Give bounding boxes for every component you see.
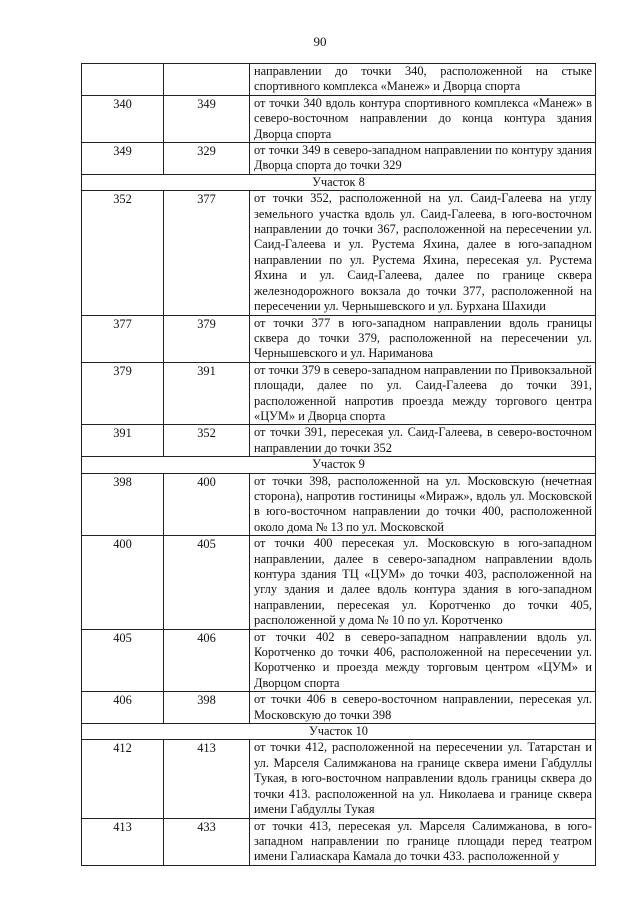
point-to-cell <box>164 64 250 96</box>
table-row <box>82 536 596 629</box>
table-row <box>82 64 596 96</box>
table-row <box>82 143 596 175</box>
section-header-row <box>82 457 596 473</box>
point-from-cell: 391 <box>82 425 164 457</box>
table-row <box>82 95 596 142</box>
point-from-cell: 405 <box>82 629 164 692</box>
table-row <box>82 740 596 818</box>
point-from-cell: 379 <box>82 362 164 425</box>
section-header-row <box>82 724 596 740</box>
description-cell: от точки 400 пересекая ул. Московскую в юго-западном направлении, далее в северо-западном направлении вдоль контура здания ТЦ «ЦУМ» до точки 403, расположенной на углу здания и далее вдоль контура здания в юго-западном направлении, пересекая ул. Коротченко до точки 405, расположенной у дома № 10 по ул. Коротченко <box>250 536 596 629</box>
point-from-cell: 406 <box>82 692 164 724</box>
description-cell: от точки 349 в северо-западном направлении по контуру здания Дворца спорта до точки 329 <box>250 143 596 175</box>
section-title: Участок 9 <box>82 457 596 473</box>
point-from-cell: 377 <box>82 315 164 362</box>
point-to-cell: 352 <box>164 425 250 457</box>
description-cell: направлении до точки 340, расположенной на стыке спортивного комплекса «Манеж» и Дворца спорта <box>250 64 596 96</box>
description-cell: от точки 412, расположенной на пересечении ул. Татарстан и ул. Марселя Салимжанова на границе сквера имени Габдуллы Тукая, в юго-восточном направлении вдоль границы сквера до точки 413. расположенной на ул. Николаева и границе сквера имени Габдуллы Тукая <box>250 740 596 818</box>
description-cell: от точки 402 в северо-западном направлении вдоль ул. Коротченко до точки 406, расположенной на пересечении ул. Коротченко и проезда между торговым центром «ЦУМ» и Дворцом спорта <box>250 629 596 692</box>
table-row <box>82 425 596 457</box>
point-from-cell: 349 <box>82 143 164 175</box>
point-from-cell <box>82 64 164 96</box>
point-from-cell: 340 <box>82 95 164 142</box>
point-to-cell: 391 <box>164 362 250 425</box>
table-row <box>82 818 596 865</box>
point-to-cell: 329 <box>164 143 250 175</box>
point-to-cell: 400 <box>164 473 250 536</box>
point-to-cell: 377 <box>164 191 250 315</box>
table-body <box>82 64 596 866</box>
table-row <box>82 473 596 536</box>
point-to-cell: 433 <box>164 818 250 865</box>
page-number: 90 <box>313 34 327 49</box>
description-cell: от точки 352, расположенной на ул. Саид-Галеева на углу земельного участка вдоль ул. Саид-Галеева, в юго-восточном направлении до точки 367, расположенной на пересечении ул. Саид-Галеева и ул. Рустема Яхина, далее в юго-западном направлении по ул. Рустема Яхина, пересекая ул. Рустема Яхина и ул. Саид-Галеева, далее по границе сквера железнодорожного вокзала до точки 377, расположенной на пересечении ул. Чернышевского и ул. Бурхана Шахиди <box>250 191 596 315</box>
description-cell: от точки 413, пересекая ул. Марселя Салимжанова, в юго-западном направлении по границе площади перед театром имени Галиаскара Камала до точки 433. расположенной у <box>250 818 596 865</box>
point-to-cell: 405 <box>164 536 250 629</box>
point-to-cell: 379 <box>164 315 250 362</box>
description-cell: от точки 379 в северо-западном направлении по Привокзальной площади, далее по ул. Саид-Галеева до точки 391, расположенной напротив проезда между торгового центра «ЦУМ» и Дворца спорта <box>250 362 596 425</box>
section-header-row <box>82 174 596 190</box>
description-cell: от точки 398, расположенной на ул. Московскую (нечетная сторона), напротив гостиницы «Мираж», вдоль ул. Московской в юго-восточном направлении до точки 400, расположенной около дома № 13 по ул. Московской <box>250 473 596 536</box>
point-to-cell: 349 <box>164 95 250 142</box>
table-row <box>82 315 596 362</box>
table-row <box>82 362 596 425</box>
point-from-cell: 400 <box>82 536 164 629</box>
point-from-cell: 412 <box>82 740 164 818</box>
table-row <box>82 629 596 692</box>
point-from-cell: 352 <box>82 191 164 315</box>
point-to-cell: 398 <box>164 692 250 724</box>
section-title: Участок 10 <box>82 724 596 740</box>
boundary-table <box>81 63 596 866</box>
section-title: Участок 8 <box>82 174 596 190</box>
point-from-cell: 413 <box>82 818 164 865</box>
description-cell: от точки 406 в северо-восточном направлении, пересекая ул. Московскую до точки 398 <box>250 692 596 724</box>
point-to-cell: 406 <box>164 629 250 692</box>
point-to-cell: 413 <box>164 740 250 818</box>
description-cell: от точки 340 вдоль контура спортивного комплекса «Манеж» в северо-восточном направлении до конца контура здания Дворца спорта <box>250 95 596 142</box>
point-from-cell: 398 <box>82 473 164 536</box>
table-row <box>82 191 596 315</box>
description-cell: от точки 391, пересекая ул. Саид-Галеева, в северо-восточном направлении до точки 352 <box>250 425 596 457</box>
table-row <box>82 692 596 724</box>
description-cell: от точки 377 в юго-западном направлении вдоль границы сквера до точки 379, расположенной на пересечении ул. Чернышевского и ул. Нариманова <box>250 315 596 362</box>
